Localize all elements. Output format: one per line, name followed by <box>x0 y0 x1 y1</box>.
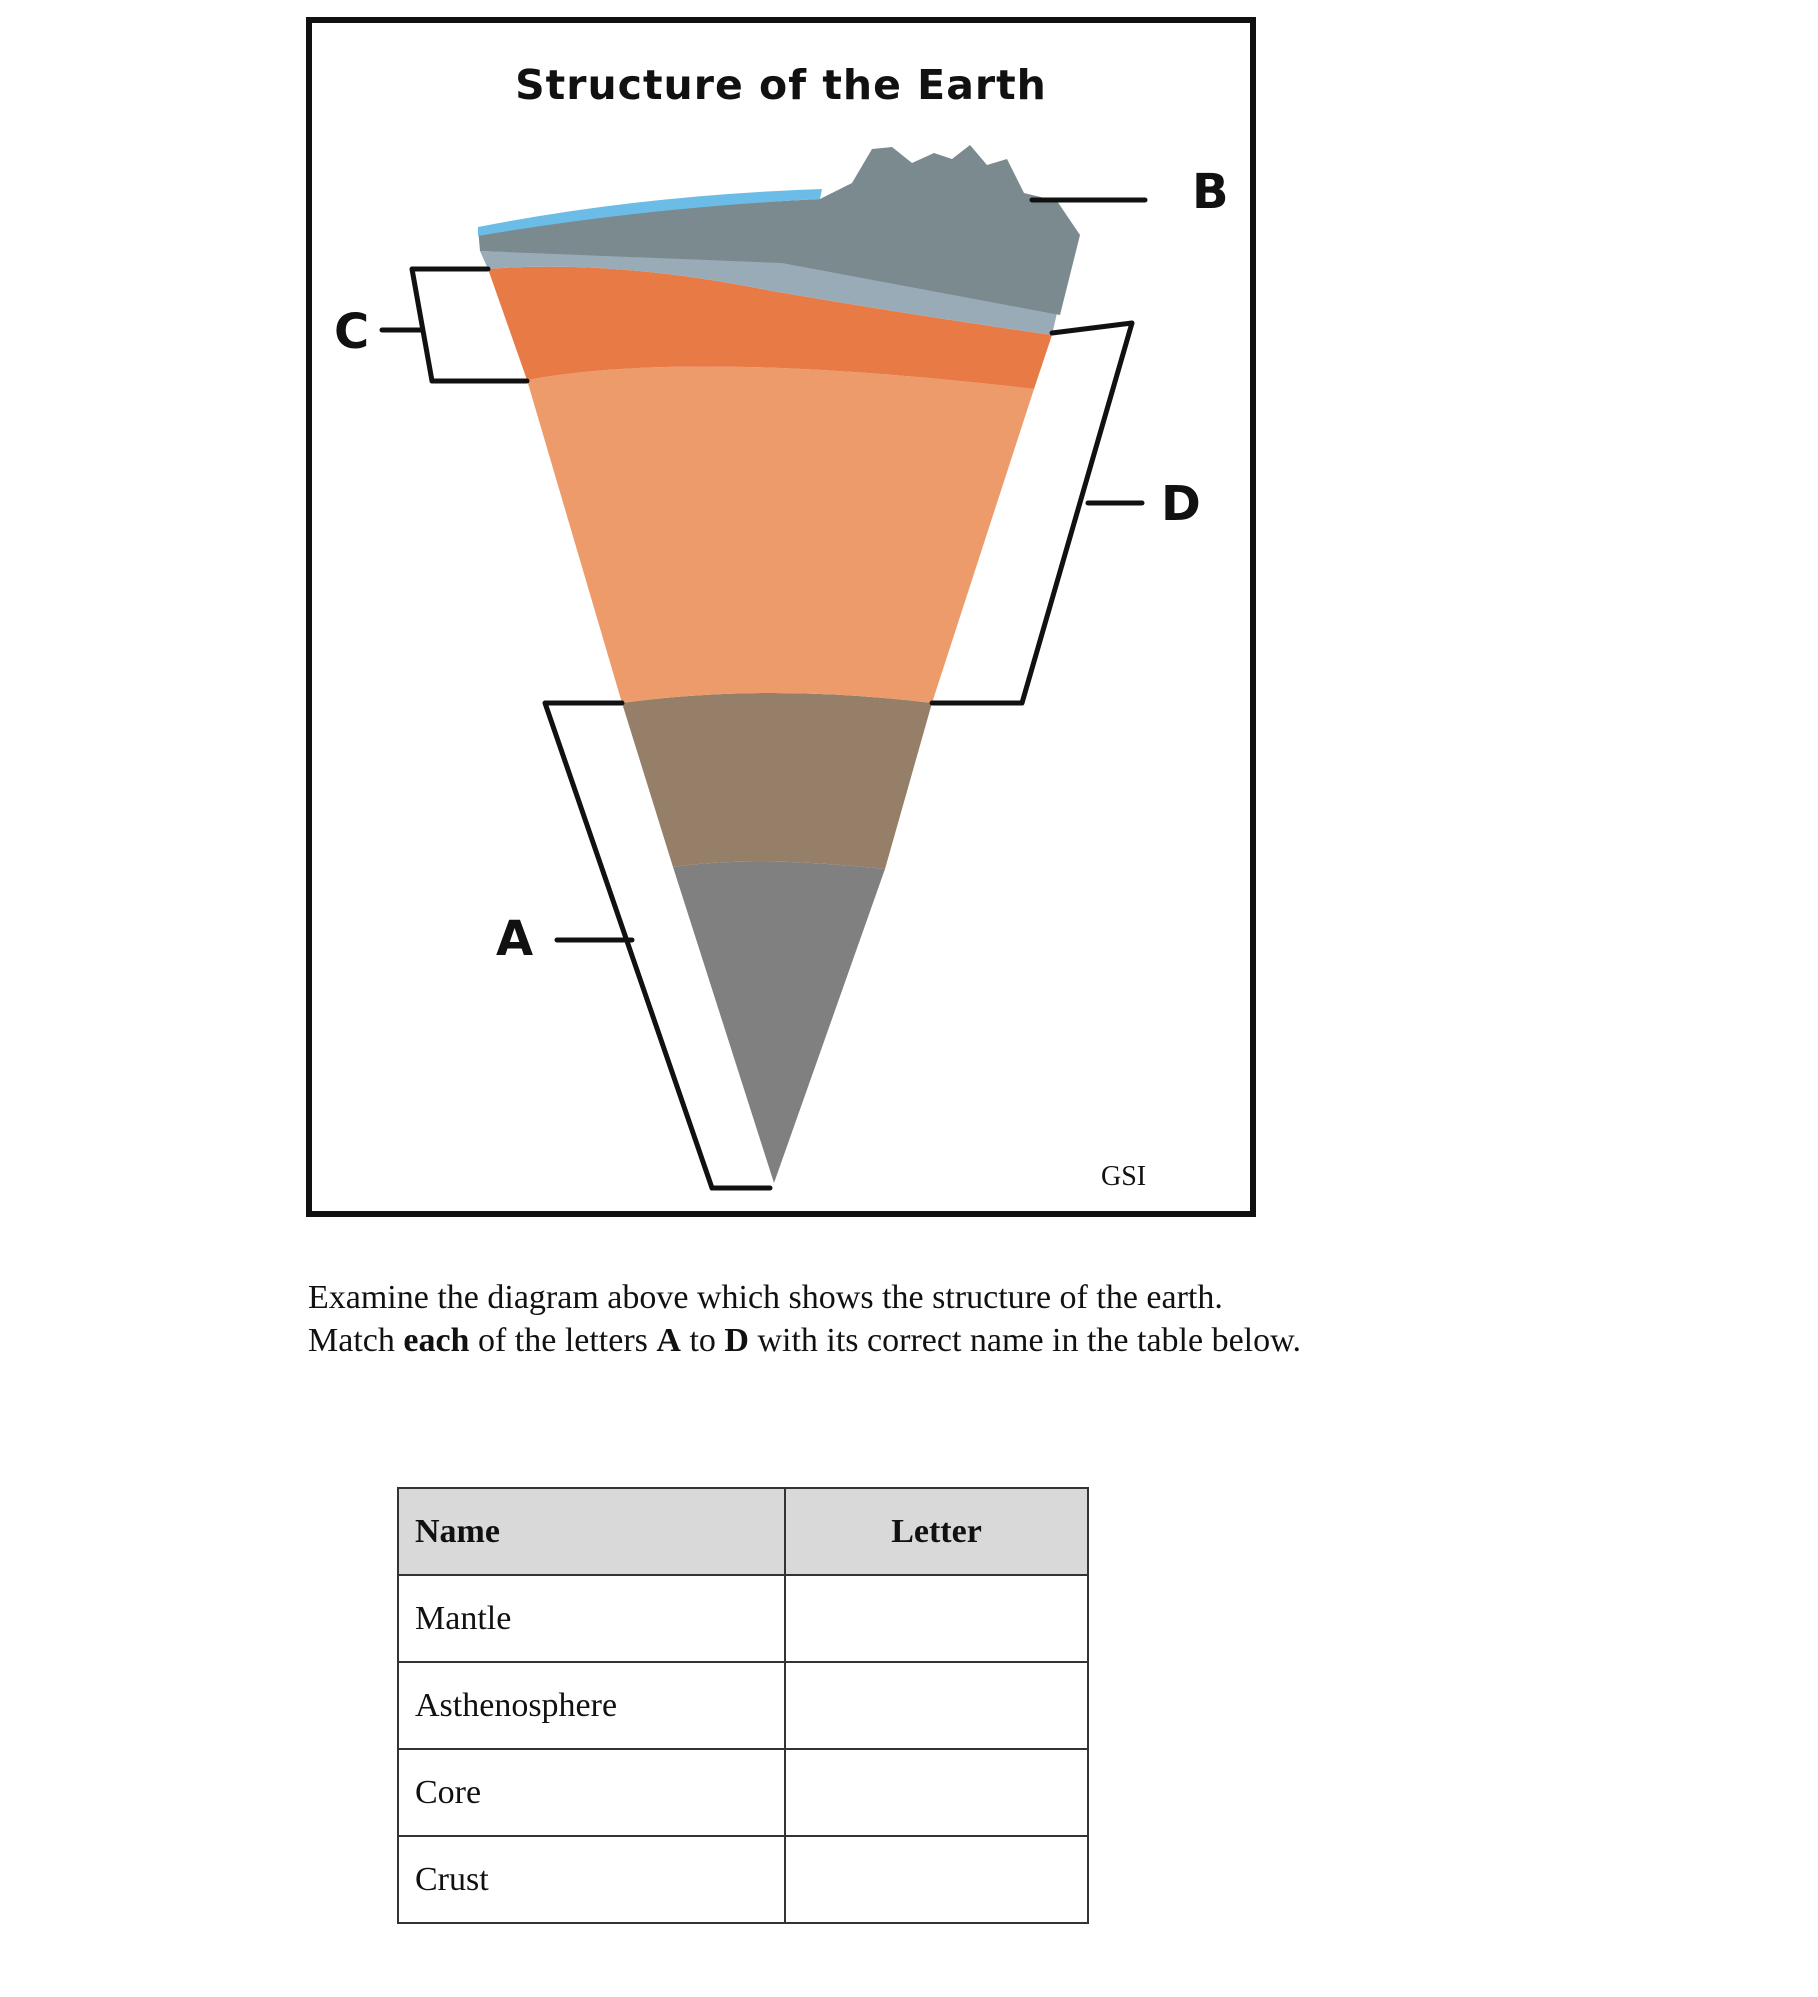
instr-bold-a: A <box>656 1322 681 1359</box>
label-d: D <box>1161 476 1201 532</box>
header-name: Name <box>398 1488 785 1575</box>
instr-bold-each: each <box>403 1322 470 1359</box>
row-letter-cell[interactable] <box>785 1836 1088 1923</box>
table-row <box>398 1662 1088 1749</box>
match-table <box>397 1487 1089 1924</box>
row-letter-cell[interactable] <box>785 1662 1088 1749</box>
instructions-line-1: Examine the diagram above which shows the structure of the earth. <box>308 1279 1223 1316</box>
label-a: A <box>496 911 534 967</box>
instr-text: to <box>680 1322 725 1359</box>
row-name: Mantle <box>398 1575 785 1662</box>
instructions <box>308 1276 1708 1362</box>
diagram-title: Structure of the Earth <box>515 61 1047 109</box>
row-letter-cell[interactable] <box>785 1575 1088 1662</box>
instructions-line-2 <box>308 1319 1708 1362</box>
instr-text: with its correct name in the table below. <box>748 1322 1301 1359</box>
row-name: Crust <box>398 1836 785 1923</box>
row-name: Core <box>398 1749 785 1836</box>
header-letter: Letter <box>785 1488 1088 1575</box>
table-row <box>398 1575 1088 1662</box>
mantle-layer <box>527 366 1034 703</box>
inner-core-layer <box>673 861 885 1183</box>
row-name: Asthenosphere <box>398 1662 785 1749</box>
row-letter-cell[interactable] <box>785 1749 1088 1836</box>
diagram-frame <box>306 17 1256 1217</box>
instr-bold-d: D <box>724 1322 749 1359</box>
table-row <box>398 1836 1088 1923</box>
instr-text: Match <box>308 1322 404 1359</box>
table-header-row <box>398 1488 1088 1575</box>
label-b: B <box>1192 164 1229 220</box>
image-credit: GSI <box>1101 1161 1147 1192</box>
earth-structure-diagram <box>312 23 1250 1211</box>
label-c: C <box>334 304 370 360</box>
outer-core-layer <box>622 693 932 869</box>
instr-text: of the letters <box>469 1322 657 1359</box>
table-row <box>398 1749 1088 1836</box>
